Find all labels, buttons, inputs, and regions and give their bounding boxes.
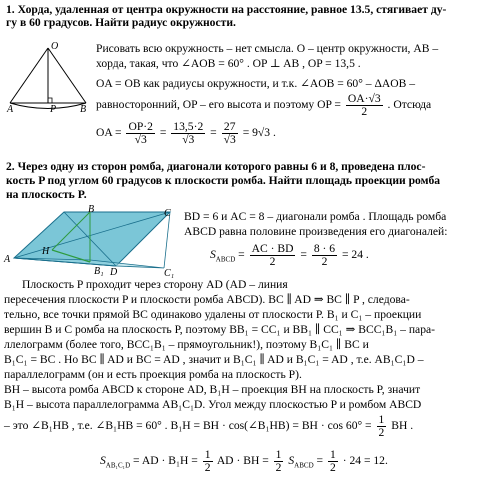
problem2-para-line4: вершин B и C ромба на плоскость P, поэтому BB₁ = CC₁ и BB₁ ∥ CC₁ ⇒ BCC₁B₁ – пара-	[4, 323, 435, 336]
half-fraction-3: $\frac{1}{2}$	[275, 448, 282, 474]
problem2-para-line2: пересечения плоскости P и плоскости ромба ABCD). BC ∥ AD ⇒ BC ∥ P , следова-	[4, 293, 410, 306]
fig2-label-h: H	[42, 246, 50, 257]
problem2-para-line5: ллелограмм (более того, BCC₁B₁ – прямоугольник!), поэтому B₁C₁ ∥ BC и	[4, 338, 369, 351]
problem2-projection-area: $S_{AB_1C_1D}$ = AD · B₁H = $\frac{1}{2}$ AD · BH = $\frac{1}{2}$ $S_{ABCD}$ = $\frac{1}{2}$ · 24 = 12.	[100, 448, 388, 474]
problem2-para-line8: BH – высота ромба ABCD к стороне AD, B₁H – проекция BH на плоскость P, значит	[4, 383, 421, 396]
otsyuda-text: . Отсюда	[387, 98, 432, 112]
problem2-para-line9: B₁H – высота параллелограмма AB₁C₁D. Угол между плоскостью P и ромбом ABCD	[4, 398, 422, 411]
half-fraction-2: $\frac{1}{2}$	[204, 448, 211, 474]
problem2-para-line10: – это ∠B₁HB , т.е. ∠B₁HB = 60° . B₁H = BH · cos(∠B₁HB) = BH · cos 60° = $\frac{1}{2}$ BH .	[4, 413, 414, 439]
fig1-label-b: B	[80, 104, 87, 115]
problem2-para-line1: Плоскость P проходит через сторону AD (AD – линия	[22, 278, 288, 291]
fig1-label-a: A	[7, 104, 14, 115]
fig1-label-o: O	[51, 41, 59, 52]
rhombus-projection-figure	[4, 204, 176, 279]
half-fraction-1: $\frac{1}{2}$	[378, 413, 385, 439]
problem2-statement-line1: 2. Через одну из сторон ромба, диагонали которого равны 6 и 8, проведена плос-	[6, 160, 426, 173]
fig2-label-c1: C₁	[164, 268, 175, 279]
problem2-para-line3: тельно, все точки прямой BC одинаково удалены от плоскости P. B₁ и C₁ – проекции	[4, 308, 422, 321]
fig2-label-c: C	[164, 208, 171, 219]
problem1-statement-line2: гу в 60 градусов. Найти радиус окружности.	[6, 16, 236, 29]
problem2-area-formula: $S_{ABCD}$ = $\frac{AC \cdot BD}{2}$ = $\frac{8 \cdot 6}{2}$ = 24 .	[210, 242, 369, 268]
problem1-solution-line1: Рисовать всю окружность – нет смысла. O – центр окружности, AB –	[96, 42, 439, 55]
problem2-solution-line1: BD = 6 и AC = 8 – диагонали ромба . Площадь ромба	[184, 210, 447, 223]
half-fraction-4: $\frac{1}{2}$	[329, 448, 336, 474]
fig2-label-d: D	[110, 267, 118, 278]
problem2-statement-line2: кость P под углом 60 градусов к плоскости ромба. Найти площадь проекции ромба	[6, 174, 441, 187]
fig2-label-b: B	[88, 204, 95, 215]
problem1-solution-line2: хорда, такая, что ∠AOB = 60° . OP ⊥ AB , OP = 13,5 .	[96, 57, 361, 70]
plane-p	[14, 212, 170, 266]
oa-fraction-2: $\frac{13,5\cdot 2}{√3}$	[173, 120, 204, 146]
fig2-label-a: A	[4, 254, 11, 265]
area-fraction-1: $\frac{AC \cdot BD}{2}$	[251, 242, 294, 268]
problem1-solution-line5: OA = $\frac{OP\cdot 2}{√3}$ = $\frac{13,5\cdot 2}{√3}$ = $\frac{27}{√3}$ = 9√3 .	[96, 120, 276, 146]
op-fraction: $\frac{OA\cdot√3}{2}$	[347, 92, 381, 118]
fig1-label-p: P	[50, 104, 57, 115]
problem1-statement-line1: 1. Хорда, удаленная от центра окружности на расстояние, равное 13.5, стягивает ду-	[6, 3, 447, 16]
op-formula-text: равносторонний, OP – его высота и поэтому OP =	[96, 98, 341, 112]
problem2-statement-line3: на плоскость P.	[6, 188, 87, 201]
fig2-label-b1: B₁	[94, 266, 104, 277]
circle-chord-figure	[7, 40, 88, 115]
problem2-para-line6: B₁C₁ = BC . Но BC ∥ AD и BC = AD , значит и B₁C₁ ∥ AD и B₁C₁ = AD , т.е. AB₁C₁D –	[4, 353, 424, 366]
area-fraction-2: $\frac{8 \cdot 6}{2}$	[313, 242, 336, 268]
problem1-solution-line3: OA = OB как радиусы окружности, и т.к. ∠AOB = 60° – ΔAOB –	[96, 77, 416, 90]
oa-fraction-1: $\frac{OP\cdot 2}{√3}$	[128, 120, 153, 146]
problem1-solution-line4	[96, 93, 431, 118]
oa-fraction-3: $\frac{27}{√3}$	[223, 120, 236, 146]
problem2-para-line7: параллелограмм (он и есть проекция ромба на плоскость P).	[4, 368, 302, 381]
problem2-solution-line2: ABCD равна половине произведения его диагоналей:	[184, 225, 448, 238]
